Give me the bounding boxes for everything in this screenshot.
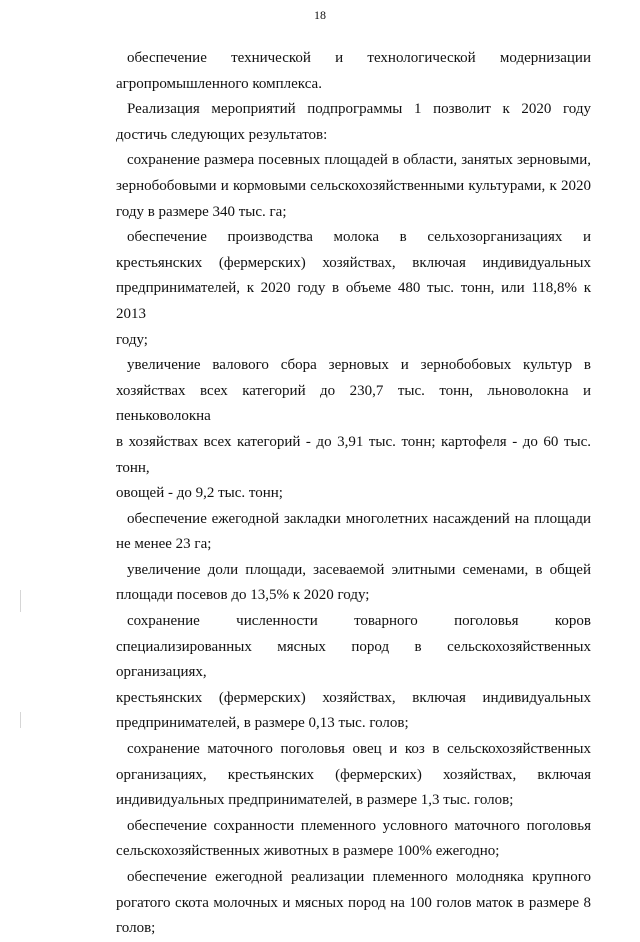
text-line: сохранение маточного поголовья овец и коз в сельскохозяйственных (127, 741, 591, 758)
text-line: сохранение размера посевных площадей в области, занятых зерновыми, (127, 152, 591, 169)
text-line: Реализация мероприятий подпрограммы 1 позволит к 2020 году (127, 101, 591, 118)
paragraph-modernization (116, 46, 591, 97)
paragraph-breeding-stock (116, 814, 591, 865)
text-line: не менее 23 га; (116, 536, 212, 553)
text-line: площади посевов до 13,5% к 2020 году; (116, 587, 370, 604)
paragraph-perennial-plantings (116, 507, 591, 558)
paragraph-beef-cows (116, 609, 591, 737)
text-line: году; (116, 331, 148, 348)
text-line: индивидуальных предпринимателей, в размере 1,3 тыс. голов; (116, 792, 514, 809)
text-line: обеспечение ежегодной реализации племенного молодняка крупного (127, 869, 591, 885)
text-line: крестьянских (фермерских) хозяйствах, включая индивидуальных (116, 689, 591, 706)
text-line: сельскохозяйственных животных в размере 100% ежегодно; (116, 843, 500, 860)
paragraph-milk-production (116, 225, 591, 353)
paragraph-results-intro (116, 97, 591, 148)
scan-margin-line-bottom (20, 712, 21, 728)
text-line: специализированных мясных пород в сельскохозяйственных организациях, (116, 638, 591, 681)
text-line: голов; (116, 920, 156, 937)
paragraph-young-cattle-sales (116, 865, 591, 942)
text-line: обеспечение производства молока в сельхозорганизациях и (127, 229, 591, 246)
text-line: зернобобовыми и кормовыми сельскохозяйственными культурами, к 2020 (116, 177, 591, 194)
text-line: в хозяйствах всех категорий - до 3,91 тыс. тонн; картофеля - до 60 тыс. тонн, (116, 433, 591, 476)
text-line: агропромышленного комплекса. (116, 75, 322, 92)
text-line: предпринимателей, в размере 0,13 тыс. голов; (116, 715, 409, 732)
text-line: году в размере 340 тыс. га; (116, 203, 287, 220)
paragraph-gross-harvest (116, 353, 591, 507)
scan-margin-line-top (20, 590, 21, 612)
text-line: организациях, крестьянских (фермерских) хозяйствах, включая (116, 766, 591, 783)
text-line: овощей - до 9,2 тыс. тонн; (116, 485, 283, 502)
text-line: хозяйствах всех категорий до 230,7 тыс. тонн, льноволокна и пеньковолокна (116, 382, 591, 425)
text-line: обеспечение технической и технологической модернизации (127, 50, 591, 66)
paragraph-sheep-goats (116, 737, 591, 814)
document-body (116, 46, 591, 942)
text-line: обеспечение ежегодной закладки многолетних насаждений на площади (127, 510, 591, 527)
text-line: рогатого скота молочных и мясных пород на 100 голов маток в размере 8 (116, 894, 591, 911)
page-number: 18 (314, 8, 326, 22)
text-line: крестьянских (фермерских) хозяйствах, включая индивидуальных (116, 254, 591, 271)
text-line: увеличение валового сбора зерновых и зернобобовых культур в (127, 357, 591, 374)
text-line: достичь следующих результатов: (116, 126, 328, 143)
paragraph-elite-seeds (116, 558, 591, 609)
text-line: сохранение численности товарного поголовья коров (127, 613, 591, 630)
text-line: обеспечение сохранности племенного условного маточного поголовья (127, 817, 591, 834)
paragraph-sown-area (116, 148, 591, 225)
text-line: увеличение доли площади, засеваемой элитными семенами, в общей (127, 561, 591, 578)
text-line: предпринимателей, к 2020 году в объеме 480 тыс. тонн, или 118,8% к 2013 (116, 280, 591, 322)
